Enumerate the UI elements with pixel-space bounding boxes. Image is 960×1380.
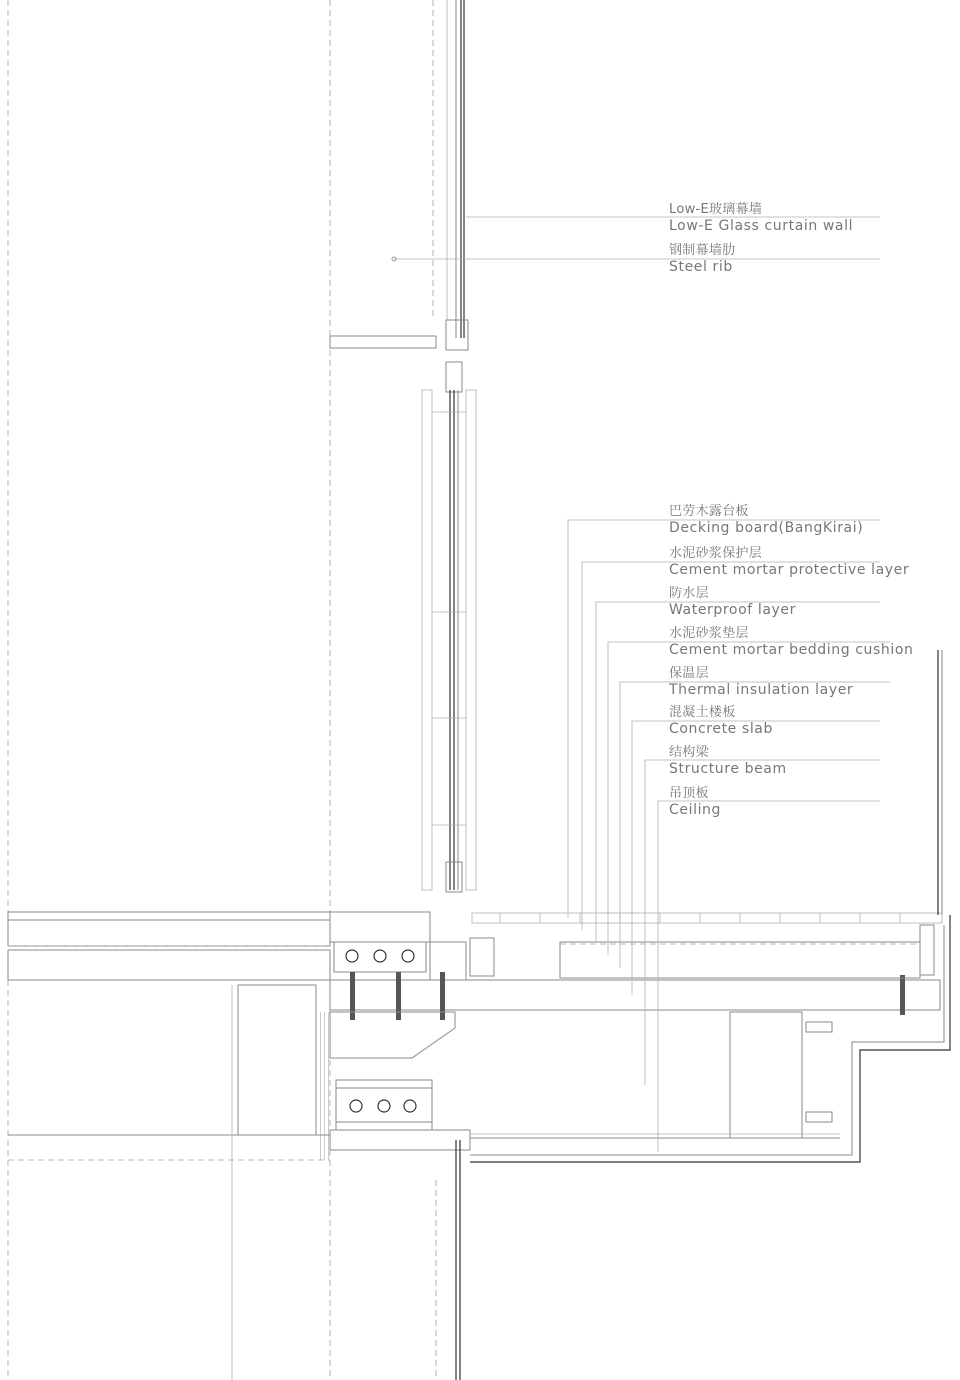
callout-en: Steel rib <box>669 259 733 275</box>
callout-zh: 混凝土楼板 <box>669 705 736 720</box>
callout-en: Cement mortar bedding cushion <box>669 642 914 658</box>
callout-protective-layer <box>669 545 909 579</box>
callout-zh: 钢制幕墙肋 <box>669 243 736 258</box>
callout-en: Ceiling <box>669 802 722 818</box>
upper-curtain-wall <box>433 0 468 350</box>
callout-zh: Low-E玻璃幕墙 <box>669 202 763 217</box>
callout-concrete-slab <box>669 704 773 738</box>
callout-steel-rib <box>669 242 736 276</box>
concrete-slab <box>330 980 940 1010</box>
anchor-bolts <box>350 972 905 1020</box>
callout-zh: 水泥砂浆保护层 <box>669 546 763 561</box>
masonry-infill <box>318 1012 330 1160</box>
upper-sill-slab <box>330 336 436 348</box>
terrace-buildup <box>470 913 942 978</box>
callout-zh: 保温层 <box>669 666 709 681</box>
callout-waterproof-layer <box>669 585 796 619</box>
callout-en: Concrete slab <box>669 721 773 737</box>
callout-zh: 防水层 <box>669 586 709 601</box>
callout-curtain-wall <box>669 201 853 235</box>
interior-structure-below <box>8 985 330 1380</box>
callout-decking-board <box>669 503 863 537</box>
callout-bedding-cushion <box>669 625 914 659</box>
ceiling-zone <box>470 1012 840 1138</box>
lower-curtain-wall <box>436 1140 460 1380</box>
callout-thermal-insulation <box>669 665 853 699</box>
callout-zh: 结构梁 <box>669 745 709 760</box>
glass-fin-assembly <box>422 362 476 892</box>
callout-zh: 吊顶板 <box>669 786 709 801</box>
callout-ceiling <box>669 785 721 819</box>
callout-en: Low-E Glass curtain wall <box>669 218 854 234</box>
callout-en: Thermal insulation layer <box>669 682 854 698</box>
callout-en: Decking board(BangKirai) <box>669 520 864 536</box>
callout-zh: 水泥砂浆垫层 <box>669 626 749 641</box>
callout-structure-beam <box>669 744 787 778</box>
callout-en: Cement mortar protective layer <box>669 562 910 578</box>
callout-zh: 巴劳木露台板 <box>669 504 749 519</box>
callout-en: Structure beam <box>669 761 787 777</box>
parapet-edge <box>470 915 950 1162</box>
callout-en: Waterproof layer <box>669 602 796 618</box>
steel-corbel-bracket <box>330 1012 455 1058</box>
interior-floor-buildup <box>8 912 430 980</box>
lower-connection-plate <box>330 1080 470 1150</box>
